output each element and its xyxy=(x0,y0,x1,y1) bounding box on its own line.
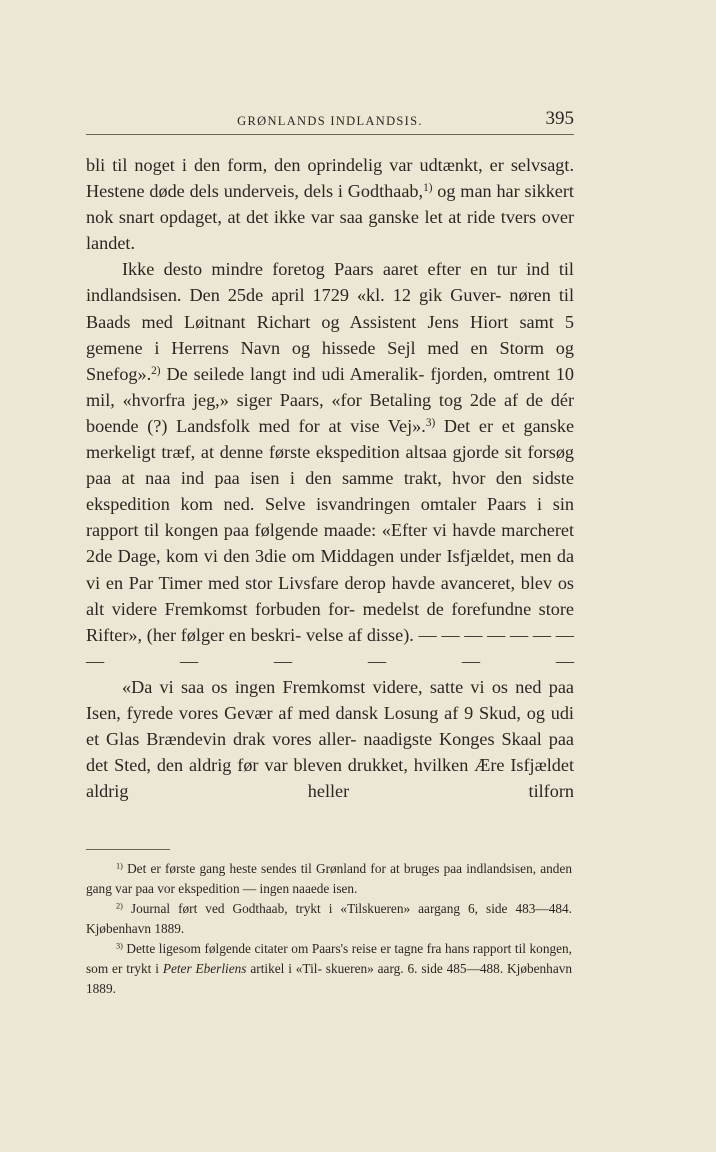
text-line: Betaling tog 2de af de dér boende (?) Landsfolk med for xyxy=(86,389,575,436)
footnote-line: skueren» aarg. 6. side 485—488. Kjøbenhavn 1889. xyxy=(86,961,573,996)
text-line: saa ganske let at ride tvers over landet. xyxy=(86,207,575,254)
footnote-2 xyxy=(86,899,572,939)
text-line: velse af disse). — — — — — — — — — — — — — xyxy=(86,624,574,671)
text-line: men da vi en Par Timer med stor Livsfare derop havde xyxy=(86,546,575,593)
text-line: selvsagt. Hestene døde dels underveis, dels i Godthaab, xyxy=(86,155,574,202)
text-line: kom ned. Selve isvandringen omtaler Paars i sin rapport xyxy=(86,494,575,541)
text-line: til indlandsisen. Den 25de april 1729 «kl. 12 gik Guver- xyxy=(86,259,574,306)
text-line: paa isen i den samme trakt, hvor den sidste ekspedition xyxy=(86,468,574,515)
text-line: nøren til Baads med Løitnant Richart og Assistent Jens xyxy=(86,285,574,332)
page-header xyxy=(86,108,574,135)
text-line: naadigste Konges Skaal paa det Sted, den aldrig før var xyxy=(86,729,574,776)
paragraph-2 xyxy=(86,256,574,674)
text-line: af 9 Skud, og udi et Glas Brændevin drak vores aller- xyxy=(86,702,574,750)
text-line: Ikke desto mindre foretog Paars aaret efter en tur ind xyxy=(122,259,550,280)
text-line: fjorden, omtrent 10 mil, «hvorfra jeg,» siger Paars, «for xyxy=(86,363,575,410)
footnote-line: Journal ført ved Godthaab, trykt i «Tilskueren» aargang 6, side xyxy=(130,901,508,916)
text-line: til kongen paa følgende maade: «Efter vi havde marcheret xyxy=(144,520,575,541)
text-line: bleven drukket, hvilken Ære Isfjældet aldrig heller tilforn xyxy=(86,755,574,802)
footnote-3 xyxy=(86,939,572,999)
footnote-ref-1: 1) xyxy=(423,181,433,194)
footnote-1 xyxy=(86,859,572,899)
text-line: første ekspedition altsaa gjorde sit forsøg paa at naa ind xyxy=(86,442,575,489)
text-line: 2de Dage, kom vi den 3die om Middagen under Isfjældet, xyxy=(86,546,515,567)
footnote-mark-2: 2) xyxy=(116,901,123,911)
text-line: ned paa Isen, fyrede vores Gevær af med dansk Losung xyxy=(86,676,574,723)
paragraph-3 xyxy=(86,674,574,804)
page-number: 395 xyxy=(545,108,574,129)
text-line: og man har sikkert nok snart opdaget, at det ikke var xyxy=(86,181,574,228)
footnote-ref-3: 3) xyxy=(425,416,436,429)
footnote-line: hans rapport til kongen, som er trykt i xyxy=(86,941,572,976)
text-line: avanceret, blev os alt videre Fremkomst forbuden for- xyxy=(86,572,574,619)
text-line: at vise Vej». xyxy=(328,415,426,436)
text-line: «Da vi saa os ingen Fremkomst videre, satte vi os xyxy=(122,676,508,697)
footnote-author-name: Peter Eberliens xyxy=(162,961,247,976)
text-line: medelst de forefundne store Rifter», (her følger en beskri- xyxy=(86,598,575,645)
footnote-line: artikel i «Til- xyxy=(250,961,322,976)
footnote-ref-2: 2) xyxy=(151,364,161,377)
footnote-mark-3: 3) xyxy=(116,941,123,951)
body-text xyxy=(86,152,574,804)
text-line: De seilede langt ind udi Ameralik- xyxy=(166,363,425,384)
footnote-mark-1: 1) xyxy=(116,861,123,871)
paragraph-1 xyxy=(86,152,574,256)
text-line: Det er et ganske merkeligt træf, at denne xyxy=(86,415,575,463)
running-title: GRØNLANDS INDLANDSIS. xyxy=(237,114,423,128)
footnote-line: Det er første gang heste sendes til Grønland for at bruges paa xyxy=(127,861,463,876)
footnote-line: 483—484. Kjøbenhavn 1889. xyxy=(86,901,572,936)
footnotes xyxy=(86,859,572,999)
footnote-line: indlandsisen, anden gang var paa vor ekspedition — ingen naaede isen. xyxy=(86,861,572,896)
text-line: en Storm og Snefog». xyxy=(86,337,574,384)
footnote-divider xyxy=(86,849,170,850)
footnote-line: Dette ligesom følgende citater om Paars's reise er tagne fra xyxy=(126,941,442,956)
text-line: Hiort samt 5 gemene i Herrens Navn og hissede Sejl med xyxy=(86,311,575,358)
text-line: bli til noget i den form, den oprindelig var udtænkt, er xyxy=(86,155,504,175)
